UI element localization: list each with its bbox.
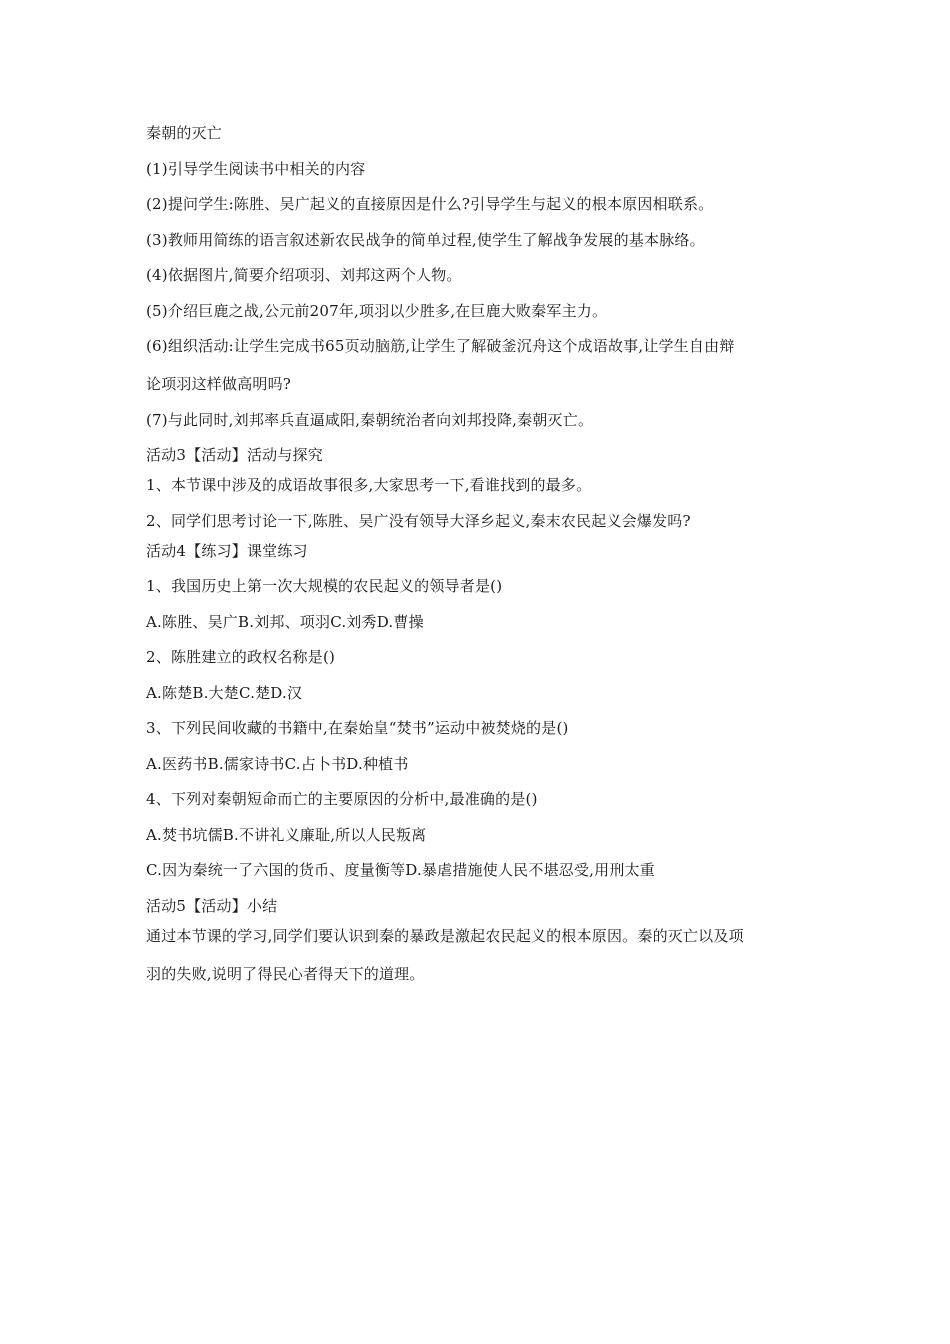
paragraph-line: 1、本节课中涉及的成语故事很多,大家思考一下,看谁找到的最多。 [146,476,592,494]
answer-options: A.陈胜、吴广B.刘邦、项羽C.刘秀D.曹操 [146,612,424,631]
paragraph-line: (1)引导学生阅读书中相关的内容 [146,159,366,178]
activity-heading: 活动3【活动】活动与探究 [146,446,323,464]
paragraph-line: (4)依据图片,简要介绍项羽、刘邦这两个人物。 [146,266,462,284]
section-heading: 秦朝的灭亡 [146,124,223,142]
paragraph-line: (6)组织活动:让学生完成书65页动脑筋,让学生了解破釜沉舟这个成语故事,让学生自由辩 [146,337,735,355]
paragraph-line: (7)与此同时,刘邦率兵直逼咸阳,秦朝统治者向刘邦投降,秦朝灭亡。 [146,410,594,429]
paragraph-line: 2、同学们思考讨论一下,陈胜、吴广没有领导大泽乡起义,秦末农民起义会爆发吗? [146,511,691,530]
question-line: 2、陈胜建立的政权名称是() [146,648,336,666]
question-line: 3、下列民间收藏的书籍中,在秦始皇“焚书”运动中被焚烧的是() [146,719,569,737]
activity-heading: 活动4【练习】课堂练习 [146,541,308,560]
paragraph-line: 通过本节课的学习,同学们要认识到秦的暴政是激起农民起义的根本原因。秦的灭亡以及项 [146,926,744,945]
paragraph-line: (3)教师用简练的语言叙述新农民战争的简单过程,使学生了解战争发展的基本脉络。 [146,230,705,249]
answer-options: A.医药书B.儒家诗书C.占卜书D.种植书 [146,754,409,773]
activity-heading: 活动5【活动】小结 [146,896,278,915]
document-body [146,124,816,1000]
answer-options: A.陈楚B.大楚C.楚D.汉 [146,683,303,702]
paragraph-line: 论项羽这样做高明吗? [146,375,292,393]
paragraph-line: (5)介绍巨鹿之战,公元前207年,项羽以少胜多,在巨鹿大败秦军主力。 [146,301,608,320]
answer-options: C.因为秦统一了六国的货币、度量衡等D.暴虐措施使人民不堪忍受,用刑太重 [146,861,655,879]
question-line: 1、我国历史上第一次大规模的农民起义的领导者是() [146,577,503,595]
paragraph-line: 羽的失败,说明了得民心者得天下的道理。 [146,964,425,983]
paragraph-line: (2)提问学生:陈胜、吴广起义的直接原因是什么?引导学生与起义的根本原因相联系。 [146,195,714,213]
answer-options: A.焚书坑儒B.不讲礼义廉耻,所以人民叛离 [146,825,427,844]
question-line: 4、下列对秦朝短命而亡的主要原因的分析中,最准确的是() [146,790,538,808]
